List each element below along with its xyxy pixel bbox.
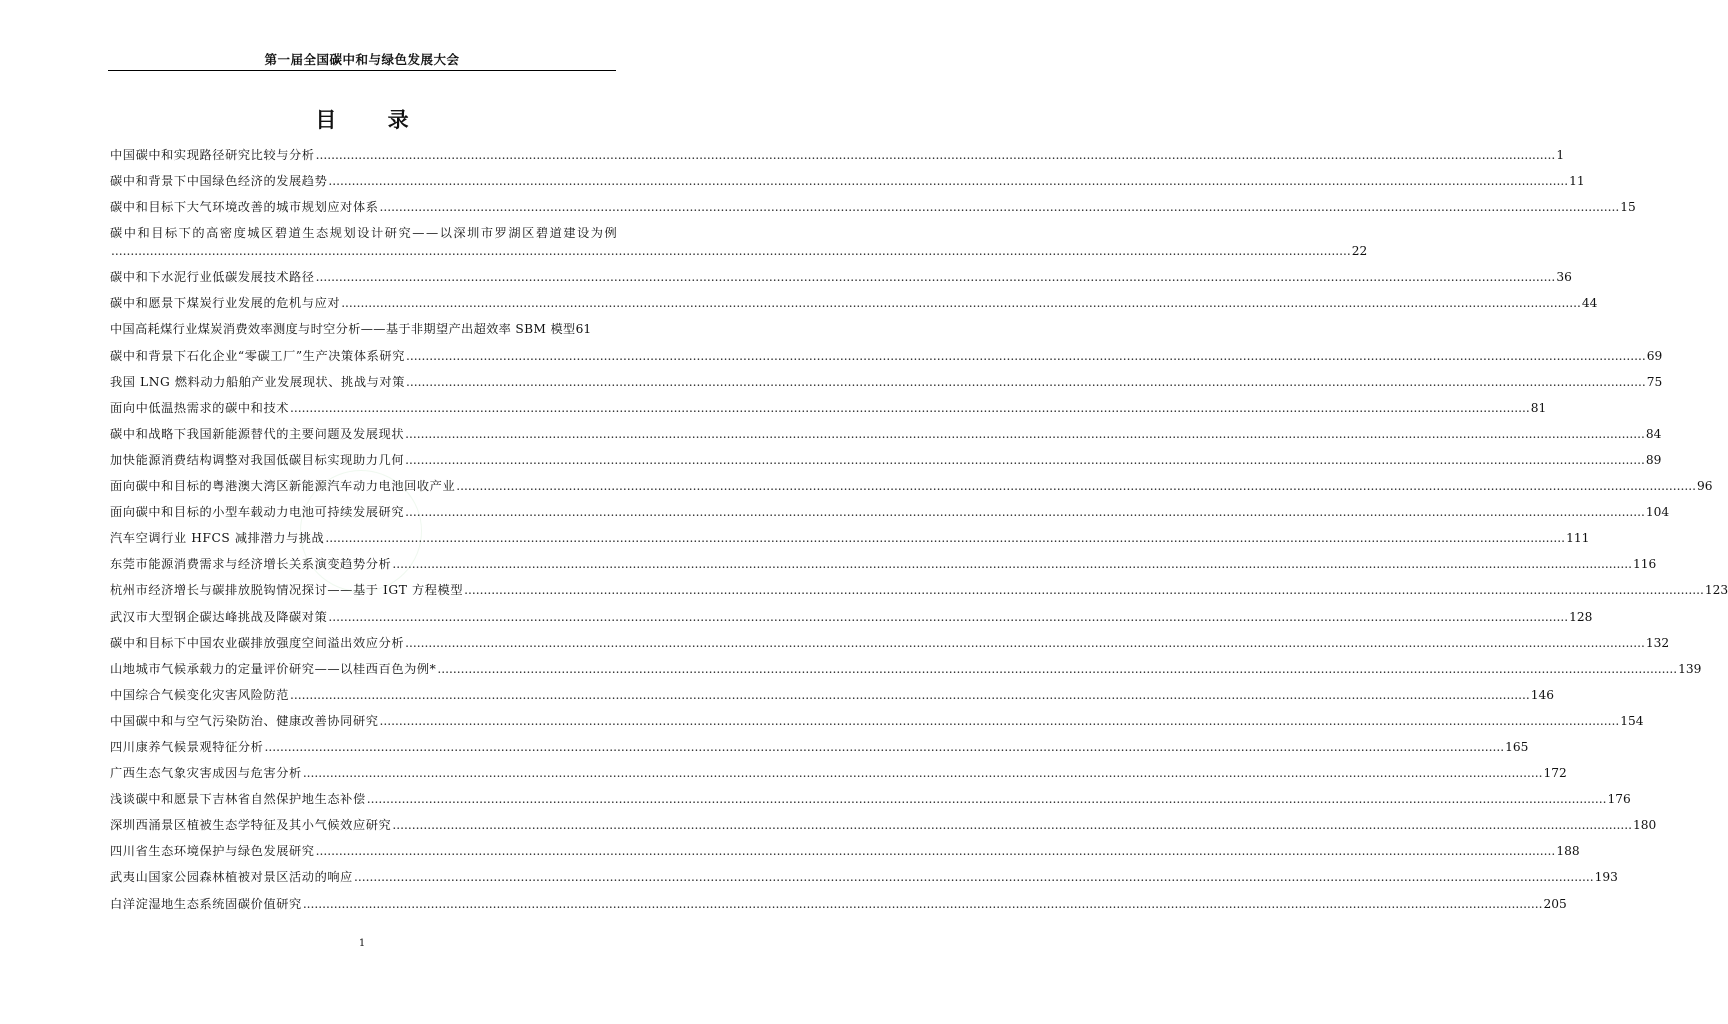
dot-leader bbox=[405, 634, 1645, 652]
running-header: 第一届全国碳中和与绿色发展大会 bbox=[264, 52, 460, 67]
dot-leader bbox=[406, 347, 1646, 365]
toc-entry-title: 山地城市气候承载力的定量评价研究——以桂西百色为例* bbox=[110, 661, 437, 676]
toc-entry-page: 123 bbox=[1704, 583, 1728, 598]
toc-entry-title: 碳中和战略下我国新能源替代的主要问题及发展现状 bbox=[110, 426, 405, 441]
toc-entry-page: 69 bbox=[1646, 348, 1663, 363]
dot-leader bbox=[316, 842, 1556, 860]
toc-entry[interactable] bbox=[110, 198, 1636, 224]
toc-entry[interactable] bbox=[110, 146, 1565, 172]
toc-entry[interactable] bbox=[110, 842, 1580, 868]
toc-entry-continuation bbox=[110, 242, 1368, 260]
dot-leader bbox=[303, 764, 1543, 782]
toc-entry-title: 广西生态气象灾害成因与危害分析 bbox=[110, 766, 302, 781]
toc-entry[interactable] bbox=[110, 738, 1529, 764]
toc-entry-page: 205 bbox=[1543, 896, 1567, 911]
dot-leader bbox=[316, 146, 1556, 164]
header-rule bbox=[108, 70, 616, 71]
toc-entry-page: 104 bbox=[1645, 505, 1670, 520]
toc-entry-page: 139 bbox=[1678, 661, 1702, 676]
toc-entry-page: 172 bbox=[1543, 766, 1567, 781]
toc-entry-page: 176 bbox=[1607, 792, 1631, 807]
toc-entry-title: 四川省生态环境保护与绿色发展研究 bbox=[110, 844, 315, 859]
toc-entry-page: 146 bbox=[1530, 687, 1554, 702]
toc-entry-page: 15 bbox=[1620, 200, 1636, 215]
toc-entry-title: 加快能源消费结构调整对我国低碳目标实现助力几何 bbox=[110, 452, 405, 467]
toc-entry[interactable] bbox=[110, 294, 1598, 320]
toc-entry[interactable] bbox=[110, 634, 1670, 660]
toc-entry[interactable] bbox=[110, 816, 1657, 842]
dot-leader bbox=[367, 790, 1607, 808]
toc-entry-title: 白洋淀湿地生态系统固碳价值研究 bbox=[110, 896, 302, 911]
dot-leader bbox=[328, 608, 1568, 626]
toc-entry-page: 1 bbox=[1556, 148, 1565, 162]
toc-entry-title: 碳中和目标下大气环境改善的城市规划应对体系 bbox=[110, 200, 379, 215]
toc-entry[interactable] bbox=[110, 764, 1567, 790]
dot-leader bbox=[303, 895, 1543, 913]
toc-entry-title: 中国高耗煤行业煤炭消费效率测度与时空分析——基于非期望产出超效率 SBM 模型 bbox=[110, 322, 576, 337]
toc-entry-title: 碳中和愿景下煤炭行业发展的危机与应对 bbox=[110, 296, 341, 311]
toc-entry-title: 我国 LNG 燃料动力船舶产业发展现状、挑战与对策 bbox=[110, 374, 405, 389]
toc-entry-page: 165 bbox=[1505, 739, 1529, 754]
toc-entry-page: 61 bbox=[575, 322, 592, 337]
toc-entry-title: 武汉市大型钢企碳达峰挑战及降碳对策 bbox=[110, 609, 328, 624]
toc-entry[interactable] bbox=[110, 660, 1702, 686]
toc-entry-title: 中国综合气候变化灾害风险防范 bbox=[110, 687, 290, 702]
toc-entry-title: 碳中和目标下中国农业碳排放强度空间溢出效应分析 bbox=[110, 635, 405, 650]
toc-entry-title: 浅谈碳中和愿景下吉林省自然保护地生态补偿 bbox=[110, 792, 366, 807]
toc-entry[interactable] bbox=[110, 399, 1547, 425]
toc-entry-title: 武夷山国家公园森林植被对景区活动的响应 bbox=[110, 870, 353, 885]
dot-leader bbox=[264, 738, 1504, 756]
toc-entry-title: 碳中和目标下的高密度城区碧道生态规划设计研究——以深圳市罗湖区碧道建设为例 bbox=[110, 226, 619, 241]
toc-entry-page: 44 bbox=[1581, 296, 1598, 311]
toc-entry-page: 154 bbox=[1620, 713, 1644, 728]
toc-entry-title: 四川康养气候景观特征分析 bbox=[110, 739, 264, 754]
toc-entry-page: 11 bbox=[1569, 174, 1585, 189]
toc-entry-title: 面向中低温热需求的碳中和技术 bbox=[110, 400, 290, 415]
toc-entry-title: 中国碳中和实现路径研究比较与分析 bbox=[110, 148, 315, 162]
toc-entry[interactable] bbox=[110, 347, 1663, 373]
toc-entry[interactable] bbox=[110, 712, 1644, 738]
toc-entry-page: 128 bbox=[1569, 609, 1593, 624]
toc-entry-title: 碳中和背景下中国绿色经济的发展趋势 bbox=[110, 174, 328, 189]
toc-entry[interactable] bbox=[110, 608, 1593, 634]
watermark-circle bbox=[300, 470, 422, 592]
dot-leader bbox=[328, 172, 1568, 190]
toc-entry-page: 193 bbox=[1594, 870, 1618, 885]
dot-leader bbox=[464, 581, 1704, 599]
toc-entry-page: 132 bbox=[1645, 635, 1670, 650]
toc-entry[interactable] bbox=[110, 172, 1585, 198]
dot-leader bbox=[316, 268, 1556, 286]
toc-entry-page: 116 bbox=[1633, 557, 1657, 572]
toc-entry-page: 188 bbox=[1556, 844, 1580, 859]
toc-entry[interactable] bbox=[110, 686, 1554, 712]
dot-leader bbox=[380, 198, 1620, 216]
dot-leader bbox=[111, 242, 1351, 260]
toc-entry-page: 84 bbox=[1645, 426, 1662, 441]
toc-entry-page: 111 bbox=[1566, 531, 1590, 546]
toc-entry[interactable] bbox=[110, 895, 1567, 921]
dot-leader bbox=[341, 294, 1581, 312]
toc-entry-page: 36 bbox=[1556, 270, 1572, 285]
toc-entry-title: 汽车空调行业 HFCS 减排潜力与挑战 bbox=[110, 531, 325, 546]
dot-leader bbox=[456, 477, 1696, 495]
page-number: 1 bbox=[358, 938, 366, 949]
toc-entry-title: 东莞市能源消费需求与经济增长关系演变趋势分析 bbox=[110, 557, 392, 572]
dot-leader bbox=[405, 451, 1645, 469]
toc-entry[interactable] bbox=[110, 425, 1662, 451]
toc-entry-title: 中国碳中和与空气污染防治、健康改善协同研究 bbox=[110, 713, 379, 728]
toc-entry-title: 碳中和背景下石化企业“零碳工厂”生产决策体系研究 bbox=[110, 348, 405, 363]
toc-entry-page: 96 bbox=[1696, 479, 1713, 494]
dot-leader bbox=[325, 529, 1565, 547]
toc-entry[interactable] bbox=[110, 268, 1572, 294]
dot-leader bbox=[354, 868, 1594, 886]
dot-leader bbox=[380, 712, 1620, 730]
dot-leader bbox=[405, 503, 1645, 521]
toc-title: 目 录 bbox=[315, 108, 431, 132]
toc-entry[interactable] bbox=[110, 373, 1663, 399]
toc-entry[interactable] bbox=[110, 320, 614, 346]
toc-entry-title: 深圳西涌景区植被生态学特征及其小气候效应研究 bbox=[110, 818, 392, 833]
toc-entry[interactable] bbox=[110, 790, 1631, 816]
toc-entry-title: 面向碳中和目标的小型车载动力电池可持续发展研究 bbox=[110, 505, 405, 520]
dot-leader bbox=[406, 373, 1646, 391]
toc-entry-page: 22 bbox=[1351, 244, 1368, 259]
dot-leader bbox=[290, 686, 1530, 704]
dot-leader bbox=[392, 816, 1632, 834]
toc-entry-title: 杭州市经济增长与碳排放脱钩情况探讨——基于 IGT 方程模型 bbox=[110, 583, 464, 598]
dot-leader bbox=[437, 660, 1677, 678]
dot-leader bbox=[392, 555, 1632, 573]
dot-leader bbox=[290, 399, 1530, 417]
toc-entry-title: 碳中和下水泥行业低碳发展技术路径 bbox=[110, 270, 315, 285]
dot-leader bbox=[405, 425, 1645, 443]
toc-entry[interactable] bbox=[110, 224, 1368, 268]
toc-entry-page: 89 bbox=[1645, 452, 1662, 467]
toc-entry[interactable] bbox=[110, 868, 1618, 894]
toc-entry-title: 面向碳中和目标的粤港澳大湾区新能源汽车动力电池回收产业 bbox=[110, 479, 456, 494]
toc-entry-page: 75 bbox=[1646, 374, 1663, 389]
toc-entry-page: 81 bbox=[1530, 400, 1547, 415]
toc-entry-page: 180 bbox=[1633, 818, 1657, 833]
